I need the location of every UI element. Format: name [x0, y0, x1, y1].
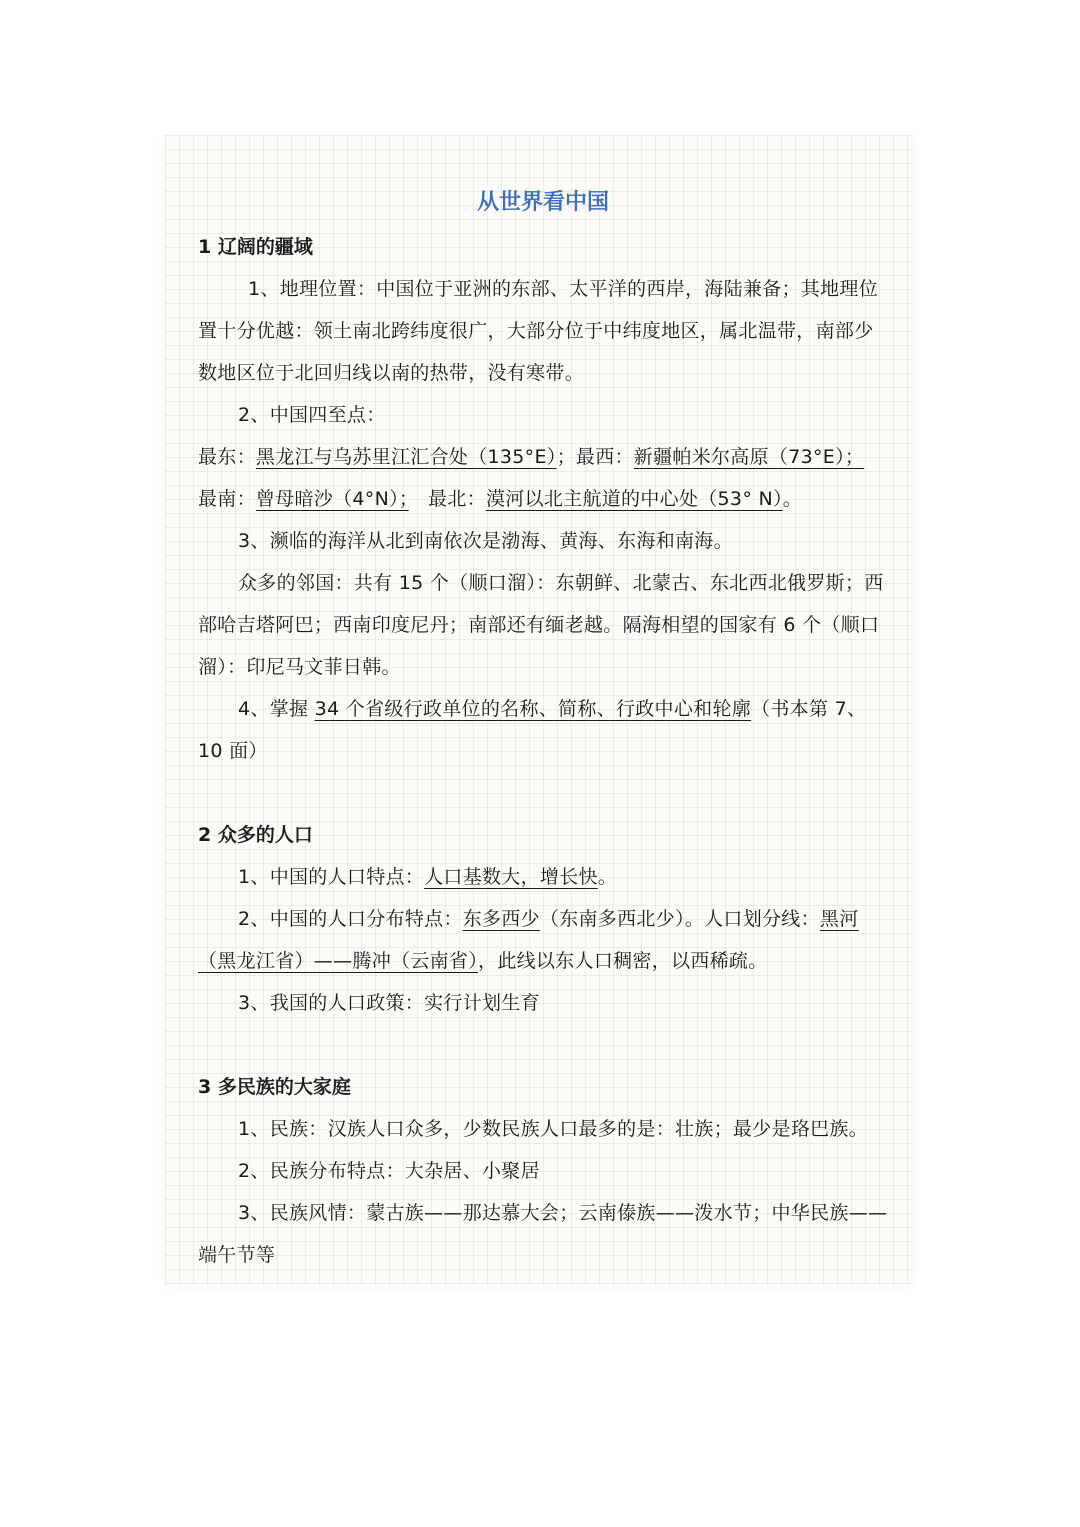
north-label: 最北：: [428, 488, 486, 510]
paragraph-ethnic-groups: 1、民族：汉族人口众多，少数民族人口最多的是：壮族；最少是珞巴族。: [238, 1118, 868, 1140]
pop-traits-underlined: 人口基数大，增长快: [424, 866, 598, 888]
paragraph-extreme-points: 2、中国四至点：: [238, 404, 386, 426]
provinces-suffix: （书本第 7、10 面）: [198, 698, 867, 762]
paragraph-neighbors: 众多的邻国：共有 15 个（顺口溜）：东朝鲜、北蒙古、东北西北俄罗斯；西部哈吉塔阿巴；西南印度尼丹；南部还有缅老越。隔海相望的国家有 6 个（顺口溜）：印尼马文菲日韩。: [198, 572, 884, 678]
pop-traits-prefix: 1、中国的人口特点：: [238, 866, 425, 888]
provinces-underlined: 34 个省级行政单位的名称、简称、行政中心和轮廓: [314, 698, 752, 720]
west-label: 最西：: [575, 446, 634, 468]
section-heading-ethnic-groups: 3 多民族的大家庭: [198, 1076, 351, 1098]
north-point: 漠河以北主航道的中心处（53° N）: [485, 488, 783, 510]
paragraph-provinces: [198, 688, 888, 772]
pop-dist-underlined-2: 黑河（黑龙江省）——腾冲（云南省）: [198, 908, 859, 972]
paragraph-location: 1、地理位置：中国位于亚洲的东部、太平洋的西岸，海陆兼备；其地理位置十分优越：领土南北跨纬度很广，大部分位于中纬度地区，属北温带，南部少数地区位于北回归线以南的热带，没有寒带。: [198, 278, 878, 384]
east-point: 黑龙江与乌苏里江汇合处（135°E）: [255, 446, 557, 468]
document-content: [198, 180, 888, 1276]
pop-dist-suffix: ，此线以东人口稠密，以西稀疏。: [478, 950, 768, 972]
paragraph-ethnic-distribution: 2、民族分布特点：大杂居、小聚居: [238, 1160, 540, 1182]
west-point: 新疆帕米尔高原（73°E）；: [633, 446, 865, 468]
section-heading-territory: 1 辽阔的疆域: [198, 236, 313, 258]
paragraph-east-west: [198, 436, 888, 478]
paragraph-population-traits: [198, 856, 888, 898]
provinces-prefix: 4、掌握: [238, 698, 315, 720]
pop-traits-suffix: 。: [597, 866, 618, 888]
pop-dist-middle: （东南多西北少）。人口划分线：: [539, 908, 820, 930]
pop-dist-underlined-1: 东多西少: [462, 908, 540, 930]
south-point: 曾母暗沙（4°N）；: [255, 488, 409, 510]
paragraph-south-north: [198, 478, 888, 520]
paragraph-seas: 3、濒临的海洋从北到南依次是渤海、黄海、东海和南海。: [238, 530, 733, 552]
paragraph-population-distribution: [198, 898, 888, 982]
pop-dist-prefix: 2、中国的人口分布特点：: [238, 908, 463, 930]
south-label: 最南：: [198, 488, 256, 510]
separator: ；: [556, 446, 576, 468]
page-title: 从世界看中国: [476, 190, 609, 215]
paragraph-population-policy: 3、我国的人口政策：实行计划生育: [238, 992, 540, 1014]
east-label: 最东：: [198, 446, 256, 468]
paragraph-ethnic-customs: 3、民族风情：蒙古族——那达慕大会；云南傣族——泼水节；中华民族——端午节等: [198, 1202, 888, 1266]
period: 。: [782, 488, 803, 510]
section-heading-population: 2 众多的人口: [198, 824, 313, 846]
